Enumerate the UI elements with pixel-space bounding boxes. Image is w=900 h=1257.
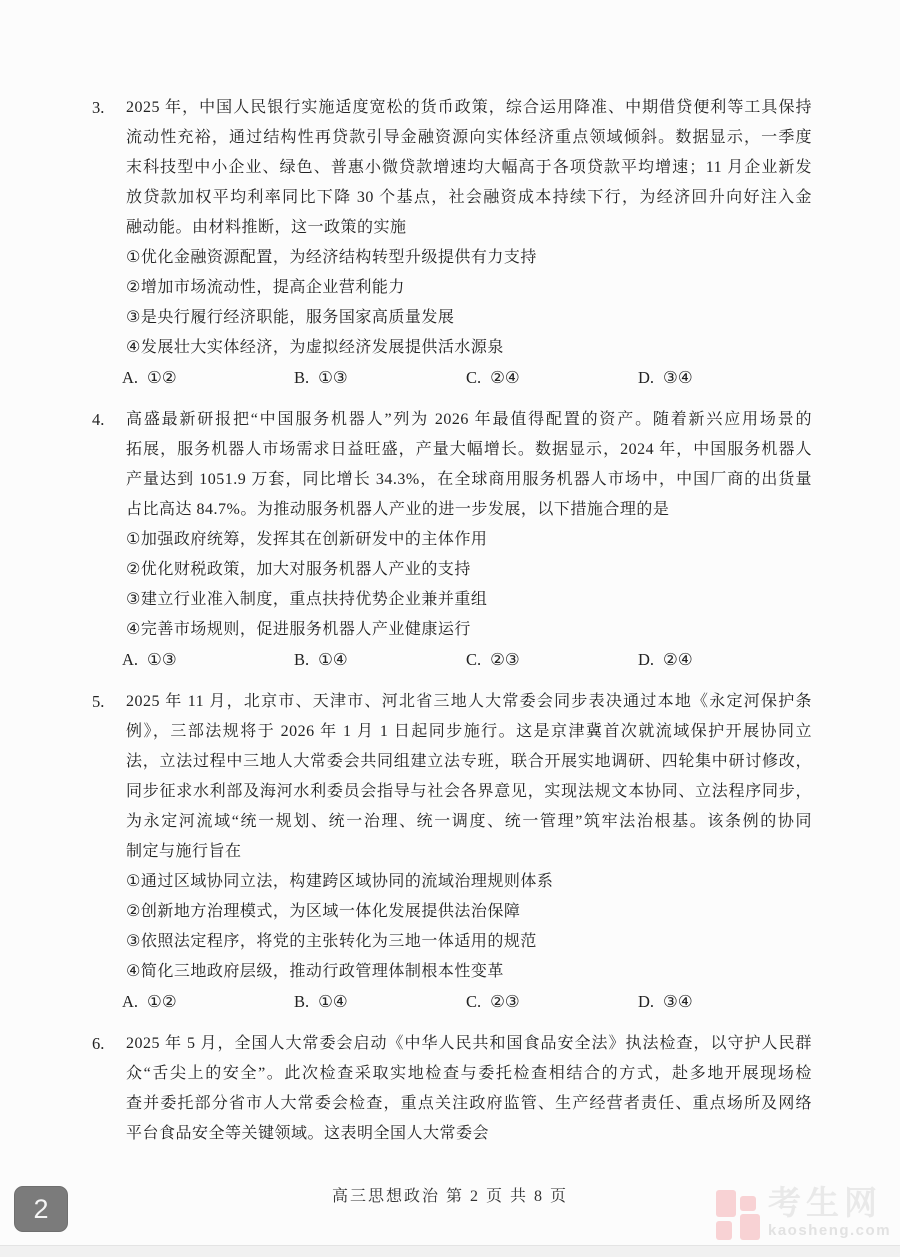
question-choices bbox=[122, 987, 812, 1017]
choice-A bbox=[122, 363, 294, 393]
watermark-brand-en: kaosheng.com bbox=[768, 1222, 892, 1239]
question-choices bbox=[122, 363, 812, 393]
choice-A bbox=[122, 645, 294, 675]
stem-line: 占比高达 84.7%。为推动服务机器人产业的进一步发展，以下措施合理的是 bbox=[126, 501, 670, 518]
choice-value: ②③ bbox=[490, 650, 520, 669]
option-item: ②增加市场流动性，提高企业营利能力 bbox=[126, 279, 405, 296]
question-block bbox=[92, 405, 812, 675]
option-item: ③是央行履行经济职能，服务国家高质量发展 bbox=[126, 309, 455, 326]
choice-label: D. bbox=[638, 992, 655, 1011]
stem-line: 拓展，服务机器人市场需求日益旺盛，产量大幅增长。数据显示，2024 年，中国服务机器人 bbox=[126, 441, 812, 458]
question-block bbox=[92, 93, 812, 393]
stem-line: 制定与施行旨在 bbox=[126, 843, 242, 860]
choice-value: ①② bbox=[147, 992, 177, 1011]
question-items bbox=[126, 243, 812, 363]
question-block bbox=[92, 687, 812, 1017]
stem-line: 高盛最新研报把“中国服务机器人”列为 2026 年最值得配置的资产。随着新兴应用场景的 bbox=[126, 411, 812, 428]
choice-D bbox=[638, 987, 693, 1017]
question-items bbox=[126, 867, 812, 987]
choice-label: D. bbox=[638, 650, 655, 669]
stem-line: 2025 年 11 月，北京市、天津市、河北省三地人大常委会同步表决通过本地《永定河保护条 bbox=[126, 693, 812, 710]
choice-value: ①③ bbox=[318, 368, 348, 387]
choice-value: ①③ bbox=[147, 650, 177, 669]
choice-B bbox=[294, 987, 466, 1017]
question-number: 4. bbox=[92, 410, 105, 429]
choice-C bbox=[466, 987, 638, 1017]
page-number-badge[interactable] bbox=[14, 1186, 68, 1232]
stem-line: 放贷款加权平均利率同比下降 30 个基点，社会融资成本持续下行，为经济回升向好注入金 bbox=[126, 189, 812, 206]
stem-line: 例》，三部法规将于 2026 年 1 月 1 日起同步施行。这是京津冀首次就流域保护开展协同立 bbox=[126, 723, 812, 740]
choice-value: ③④ bbox=[663, 368, 693, 387]
stem-line: 众“舌尖上的安全”。此次检查采取实地检查与委托检查相结合的方式，赴多地开展现场检 bbox=[126, 1065, 812, 1082]
choice-B bbox=[294, 645, 466, 675]
stem-line: 融动能。由材料推断，这一政策的实施 bbox=[126, 219, 407, 236]
choice-B bbox=[294, 363, 466, 393]
choice-value: ①④ bbox=[318, 650, 348, 669]
choice-label: B. bbox=[294, 368, 310, 387]
stem-line: 流动性充裕，通过结构性再贷款引导金融资源向实体经济重点领域倾斜。数据显示，一季度 bbox=[126, 129, 812, 146]
choice-C bbox=[466, 645, 638, 675]
choice-label: A. bbox=[122, 650, 139, 669]
choice-label: A. bbox=[122, 992, 139, 1011]
question-stem bbox=[126, 93, 812, 243]
question-choices bbox=[122, 645, 812, 675]
stem-line: 为永定河流域“统一规划、统一治理、统一调度、统一管理”筑牢法治根基。该条例的协同 bbox=[126, 813, 812, 830]
stem-line: 查并委托部分省市人大常委会检查，重点关注政府监管、生产经营者责任、重点场所及网络 bbox=[126, 1095, 812, 1112]
choice-label: D. bbox=[638, 368, 655, 387]
choice-label: B. bbox=[294, 992, 310, 1011]
choice-value: ②④ bbox=[490, 368, 520, 387]
choice-label: C. bbox=[466, 650, 482, 669]
option-item: ①通过区域协同立法，构建跨区域协同的流域治理规则体系 bbox=[126, 873, 554, 890]
stem-line: 法，立法过程中三地人大常委会共同组建立法专班，联合开展实地调研、四轮集中研讨修改， bbox=[126, 753, 812, 770]
question-stem bbox=[126, 687, 812, 867]
choice-value: ①② bbox=[147, 368, 177, 387]
question-stem bbox=[126, 405, 812, 525]
choice-A bbox=[122, 987, 294, 1017]
option-item: ③依照法定程序，将党的主张转化为三地一体适用的规范 bbox=[126, 933, 537, 950]
question-items bbox=[126, 525, 812, 645]
kaosheng-logo-icon bbox=[716, 1188, 762, 1240]
choice-label: B. bbox=[294, 650, 310, 669]
option-item: ②创新地方治理模式，为区域一体化发展提供法治保障 bbox=[126, 903, 521, 920]
stem-line: 平台食品安全等关键领域。这表明全国人大常委会 bbox=[126, 1125, 490, 1142]
option-item: ②优化财税政策，加大对服务机器人产业的支持 bbox=[126, 561, 471, 578]
choice-D bbox=[638, 645, 693, 675]
choice-value: ②③ bbox=[490, 992, 520, 1011]
choice-value: ②④ bbox=[663, 650, 693, 669]
question-block bbox=[92, 1029, 812, 1149]
watermark-brand-cn: 考生网 bbox=[768, 1184, 882, 1221]
questions bbox=[92, 93, 812, 1161]
option-item: ①加强政府统筹，发挥其在创新研发中的主体作用 bbox=[126, 531, 488, 548]
viewer-bottom-bar bbox=[0, 1245, 900, 1257]
question-stem bbox=[126, 1029, 812, 1149]
option-item: ④发展壮大实体经济，为虚拟经济发展提供活水源泉 bbox=[126, 339, 504, 356]
stem-line: 末科技型中小企业、绿色、普惠小微贷款增速均大幅高于各项贷款平均增速；11 月企业新发 bbox=[126, 159, 812, 176]
question-number: 5. bbox=[92, 692, 105, 711]
stem-line: 同步征求水利部及海河水利委员会指导与社会各界意见，实现法规文本协同、立法程序同步， bbox=[126, 783, 812, 800]
stem-line: 2025 年，中国人民银行实施适度宽松的货币政策，综合运用降准、中期借贷便利等工具保持 bbox=[126, 99, 812, 116]
choice-label: C. bbox=[466, 992, 482, 1011]
choice-C bbox=[466, 363, 638, 393]
option-item: ④完善市场规则，促进服务机器人产业健康运行 bbox=[126, 621, 471, 638]
choice-label: C. bbox=[466, 368, 482, 387]
option-item: ③建立行业准入制度，重点扶持优势企业兼并重组 bbox=[126, 591, 488, 608]
page-number-label: 2 bbox=[33, 1193, 49, 1224]
stem-line: 产量达到 1051.9 万套，同比增长 34.3%，在全球商用服务机器人市场中，中国厂商的出货量 bbox=[126, 471, 812, 488]
question-number: 3. bbox=[92, 98, 105, 117]
page-footer: 高三思想政治 第 2 页 共 8 页 bbox=[331, 1188, 568, 1205]
kaosheng-watermark bbox=[716, 1186, 896, 1244]
option-item: ④简化三地政府层级，推动行政管理体制根本性变革 bbox=[126, 963, 504, 980]
choice-value: ①④ bbox=[318, 992, 348, 1011]
option-item: ①优化金融资源配置，为经济结构转型升级提供有力支持 bbox=[126, 249, 537, 266]
stem-line: 2025 年 5 月，全国人大常委会启动《中华人民共和国食品安全法》执法检查，以守护人民群 bbox=[126, 1035, 812, 1052]
choice-D bbox=[638, 363, 693, 393]
question-number: 6. bbox=[92, 1034, 105, 1053]
choice-value: ③④ bbox=[663, 992, 693, 1011]
choice-label: A. bbox=[122, 368, 139, 387]
